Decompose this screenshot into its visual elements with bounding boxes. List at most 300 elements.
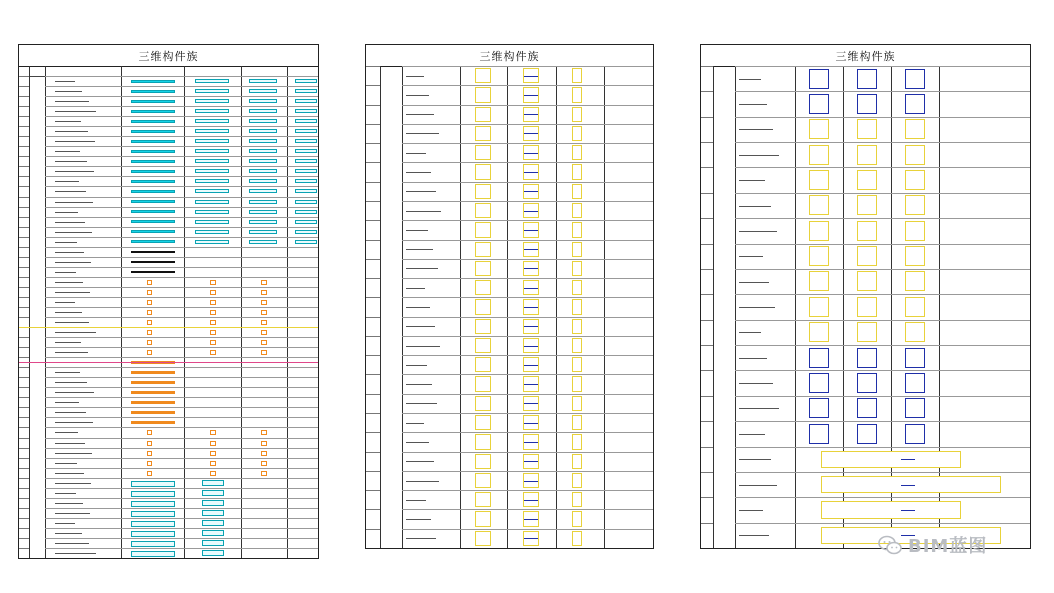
symbol: [572, 87, 581, 102]
row-line: [19, 407, 29, 408]
row-label: [406, 423, 424, 424]
row-line: [402, 471, 653, 472]
symbol: [572, 261, 581, 276]
row-line: [45, 538, 318, 539]
symbol: [131, 140, 175, 143]
symbol: [131, 401, 175, 404]
watermark-text: BIM蓝图: [908, 536, 988, 557]
symbol: [857, 297, 877, 317]
row-line: [45, 116, 318, 117]
row-line: [45, 357, 318, 358]
row-line: [19, 367, 29, 368]
symbol: [572, 203, 581, 218]
row-line: [701, 421, 713, 422]
highlight-line: [19, 362, 318, 363]
row-line: [366, 201, 380, 202]
row-label: [55, 422, 93, 423]
symbol: [249, 79, 277, 83]
row-label: [55, 292, 90, 293]
symbol: [475, 68, 490, 83]
symbol: [131, 150, 175, 153]
row-line: [19, 247, 29, 248]
row-line: [366, 66, 380, 67]
symbol: [131, 511, 175, 517]
row-label: [739, 332, 761, 333]
row-line: [701, 244, 713, 245]
row-line: [45, 86, 318, 87]
column-line: [713, 66, 714, 548]
symbol: [195, 220, 229, 224]
symbol: [295, 240, 317, 244]
row-line: [19, 277, 29, 278]
row-label: [739, 535, 769, 536]
row-label: [739, 282, 769, 283]
row-line: [402, 143, 653, 144]
row-label: [55, 191, 86, 192]
row-line: [45, 518, 318, 519]
row-line: [366, 432, 380, 433]
symbol: [195, 179, 229, 183]
row-line: [402, 220, 653, 221]
symbol: [857, 221, 877, 241]
row-label: [55, 412, 86, 413]
row-line: [19, 297, 29, 298]
symbol: [295, 109, 317, 113]
symbol: [857, 69, 877, 89]
symbol: [195, 169, 229, 173]
row-line: [19, 458, 29, 459]
symbol: [195, 79, 229, 83]
row-line: [366, 85, 380, 86]
column-line: [735, 66, 736, 548]
row-line: [402, 201, 653, 202]
row-line: [735, 66, 1030, 67]
column-line: [121, 66, 122, 558]
symbol: [261, 340, 267, 345]
symbol: [295, 79, 317, 83]
symbol: [475, 87, 490, 102]
symbol: [524, 481, 538, 482]
symbol: [195, 129, 229, 133]
symbol: [131, 531, 175, 537]
row-line: [45, 277, 318, 278]
row-line: [45, 237, 318, 238]
row-label: [406, 442, 429, 443]
symbol: [147, 320, 152, 325]
row-label: [406, 481, 439, 482]
row-line: [366, 182, 380, 183]
row-line: [366, 278, 380, 279]
symbol: [261, 300, 267, 305]
symbol: [524, 211, 538, 212]
row-label: [55, 513, 90, 514]
row-label: [55, 443, 85, 444]
row-line: [45, 488, 318, 489]
row-label: [406, 114, 434, 115]
symbol: [295, 169, 317, 173]
symbol: [901, 485, 915, 486]
row-line: [19, 448, 29, 449]
row-label: [55, 543, 89, 544]
symbol: [295, 159, 317, 163]
row-line: [402, 182, 653, 183]
row-label: [55, 161, 87, 162]
symbol: [131, 130, 175, 133]
symbol: [195, 240, 229, 244]
symbol: [147, 310, 152, 315]
symbol: [295, 179, 317, 183]
symbol: [809, 221, 829, 241]
row-line: [45, 508, 318, 509]
row-label: [406, 346, 440, 347]
row-line: [366, 471, 380, 472]
symbol: [901, 510, 915, 511]
row-line: [366, 259, 380, 260]
row-label: [406, 288, 425, 289]
row-label: [55, 181, 79, 182]
row-line: [402, 240, 653, 241]
row-label: [55, 91, 82, 92]
symbol: [524, 403, 538, 404]
row-line: [45, 317, 318, 318]
row-line: [45, 347, 318, 348]
symbol: [131, 180, 175, 183]
row-line: [366, 529, 380, 530]
row-line: [19, 427, 29, 428]
symbol: [202, 530, 224, 536]
symbol: [195, 200, 229, 204]
symbol: [524, 230, 538, 231]
symbol: [249, 189, 277, 193]
symbol: [210, 350, 216, 355]
symbol: [131, 271, 175, 273]
symbol: [131, 100, 175, 103]
row-label: [739, 180, 765, 181]
symbol: [857, 170, 877, 190]
symbol: [147, 340, 152, 345]
symbol: [572, 376, 581, 391]
symbol: [905, 246, 925, 266]
row-line: [366, 355, 380, 356]
row-line: [19, 176, 29, 177]
symbol: [857, 119, 877, 139]
column-line: [556, 66, 557, 548]
column-line: [29, 66, 30, 558]
symbol: [857, 424, 877, 444]
row-line: [402, 452, 653, 453]
column-line: [380, 66, 381, 548]
symbol: [210, 310, 216, 315]
row-line: [402, 124, 653, 125]
column-line: [507, 66, 508, 548]
symbol: [857, 348, 877, 368]
row-label: [55, 212, 78, 213]
symbol: [809, 246, 829, 266]
symbol: [210, 290, 216, 295]
symbol: [131, 190, 175, 193]
symbol: [524, 519, 538, 520]
symbol: [131, 90, 175, 93]
symbol: [572, 531, 581, 546]
row-line: [45, 176, 318, 177]
row-label: [406, 384, 432, 385]
row-line: [735, 345, 1030, 346]
symbol: [202, 490, 224, 496]
symbol: [905, 398, 925, 418]
symbol: [572, 184, 581, 199]
symbol: [475, 145, 490, 160]
symbol: [261, 330, 267, 335]
symbol: [195, 149, 229, 153]
symbol: [295, 99, 317, 103]
row-label: [55, 392, 94, 393]
symbol: [809, 297, 829, 317]
symbol: [131, 261, 175, 263]
row-label: [55, 151, 80, 152]
row-line: [735, 294, 1030, 295]
symbol: [295, 230, 317, 234]
symbol: [572, 396, 581, 411]
symbol: [147, 461, 152, 466]
symbol: [524, 365, 538, 366]
row-line: [45, 458, 318, 459]
row-line: [701, 523, 713, 524]
row-line: [402, 66, 653, 67]
row-line: [19, 488, 29, 489]
row-line: [366, 490, 380, 491]
symbol: [857, 271, 877, 291]
symbol: [195, 89, 229, 93]
row-line: [19, 197, 29, 198]
symbol: [147, 300, 152, 305]
highlight-line: [19, 327, 318, 328]
symbol: [131, 551, 175, 557]
row-line: [735, 497, 1030, 498]
row-line: [19, 498, 29, 499]
symbol: [524, 114, 538, 115]
symbol: [261, 350, 267, 355]
row-line: [45, 387, 318, 388]
symbol: [210, 430, 216, 435]
row-line: [19, 86, 29, 87]
symbol: [131, 160, 175, 163]
row-label: [55, 81, 75, 82]
row-line: [45, 407, 318, 408]
symbol: [475, 184, 490, 199]
symbol: [131, 421, 175, 424]
symbol: [809, 69, 829, 89]
row-line: [701, 91, 713, 92]
column-line: [402, 66, 403, 548]
symbol: [249, 169, 277, 173]
row-label: [55, 553, 96, 554]
row-line: [45, 257, 318, 258]
symbol: [572, 280, 581, 295]
row-line: [701, 218, 713, 219]
symbol: [524, 326, 538, 327]
row-label: [739, 104, 767, 105]
symbol: [572, 357, 581, 372]
row-label: [55, 332, 96, 333]
row-label: [406, 230, 428, 231]
symbol: [131, 491, 175, 497]
symbol: [809, 195, 829, 215]
symbol: [261, 430, 267, 435]
row-line: [701, 167, 713, 168]
row-line: [45, 96, 318, 97]
symbol: [905, 145, 925, 165]
row-label: [55, 342, 81, 343]
symbol: [202, 500, 224, 506]
symbol: [475, 261, 490, 276]
symbol: [249, 139, 277, 143]
symbol: [195, 139, 229, 143]
row-line: [45, 448, 318, 449]
symbol: [572, 511, 581, 526]
row-line: [45, 267, 318, 268]
row-line: [45, 227, 318, 228]
symbol: [475, 473, 490, 488]
row-line: [45, 417, 318, 418]
symbol: [295, 149, 317, 153]
row-label: [55, 453, 92, 454]
row-line: [701, 294, 713, 295]
symbol: [572, 222, 581, 237]
symbol: [147, 451, 152, 456]
symbol: [249, 119, 277, 123]
symbol: [821, 451, 961, 468]
row-line: [19, 207, 29, 208]
row-line: [45, 498, 318, 499]
row-label: [406, 133, 439, 134]
symbol: [131, 210, 175, 213]
row-line: [19, 166, 29, 167]
symbol: [524, 384, 538, 385]
row-line: [19, 76, 29, 77]
row-line: [45, 337, 318, 338]
row-line: [366, 413, 380, 414]
row-line: [19, 307, 29, 308]
row-label: [406, 153, 426, 154]
symbol: [295, 200, 317, 204]
row-label: [55, 282, 83, 283]
row-label: [55, 252, 84, 253]
symbol: [475, 299, 490, 314]
row-label: [55, 222, 85, 223]
symbol: [524, 423, 538, 424]
row-line: [19, 106, 29, 107]
symbol: [809, 322, 829, 342]
row-line: [701, 370, 713, 371]
row-line: [735, 370, 1030, 371]
row-line: [19, 317, 29, 318]
symbol: [524, 133, 538, 134]
row-line: [45, 478, 318, 479]
symbol: [131, 80, 175, 83]
symbol: [809, 145, 829, 165]
row-line: [19, 217, 29, 218]
symbol: [131, 541, 175, 547]
symbol: [901, 459, 915, 460]
row-label: [406, 365, 427, 366]
symbol: [249, 200, 277, 204]
row-line: [45, 307, 318, 308]
symbol: [524, 95, 538, 96]
row-line: [45, 166, 318, 167]
row-line: [402, 490, 653, 491]
row-line: [19, 227, 29, 228]
symbol: [572, 126, 581, 141]
sheet-3-title: 三维构件族: [701, 45, 1030, 67]
row-label: [55, 101, 89, 102]
symbol: [572, 299, 581, 314]
symbol: [131, 521, 175, 527]
symbol: [261, 451, 267, 456]
row-label: [739, 79, 761, 80]
symbol: [210, 320, 216, 325]
row-line: [402, 297, 653, 298]
row-line: [19, 186, 29, 187]
symbol: [147, 330, 152, 335]
symbol: [261, 310, 267, 315]
row-label: [406, 211, 441, 212]
row-line: [45, 367, 318, 368]
row-line: [366, 374, 380, 375]
symbol: [524, 538, 538, 539]
symbol: [195, 159, 229, 163]
row-line: [19, 417, 29, 418]
symbol: [249, 230, 277, 234]
symbol: [905, 195, 925, 215]
row-line: [19, 146, 29, 147]
row-line: [19, 397, 29, 398]
row-line: [366, 297, 380, 298]
row-line: [735, 523, 1030, 524]
symbol: [475, 434, 490, 449]
symbol: [475, 126, 490, 141]
symbol: [131, 391, 175, 394]
row-label: [55, 141, 95, 142]
symbol: [905, 221, 925, 241]
symbol: [524, 461, 538, 462]
symbol: [475, 222, 490, 237]
row-line: [45, 287, 318, 288]
symbol: [195, 109, 229, 113]
symbol: [809, 373, 829, 393]
row-line: [735, 167, 1030, 168]
row-line: [701, 497, 713, 498]
row-line: [19, 468, 29, 469]
row-line: [402, 374, 653, 375]
row-line: [45, 197, 318, 198]
row-line: [19, 136, 29, 137]
symbol: [475, 454, 490, 469]
symbol: [147, 430, 152, 435]
row-line: [45, 247, 318, 248]
symbol: [809, 94, 829, 114]
row-label: [406, 538, 436, 539]
symbol: [809, 348, 829, 368]
column-line: [460, 66, 461, 548]
row-line: [45, 186, 318, 187]
symbol: [261, 471, 267, 476]
symbol: [249, 99, 277, 103]
row-line: [45, 217, 318, 218]
row-line: [19, 126, 29, 127]
row-label: [55, 463, 77, 464]
symbol: [131, 371, 175, 374]
symbol: [572, 319, 581, 334]
